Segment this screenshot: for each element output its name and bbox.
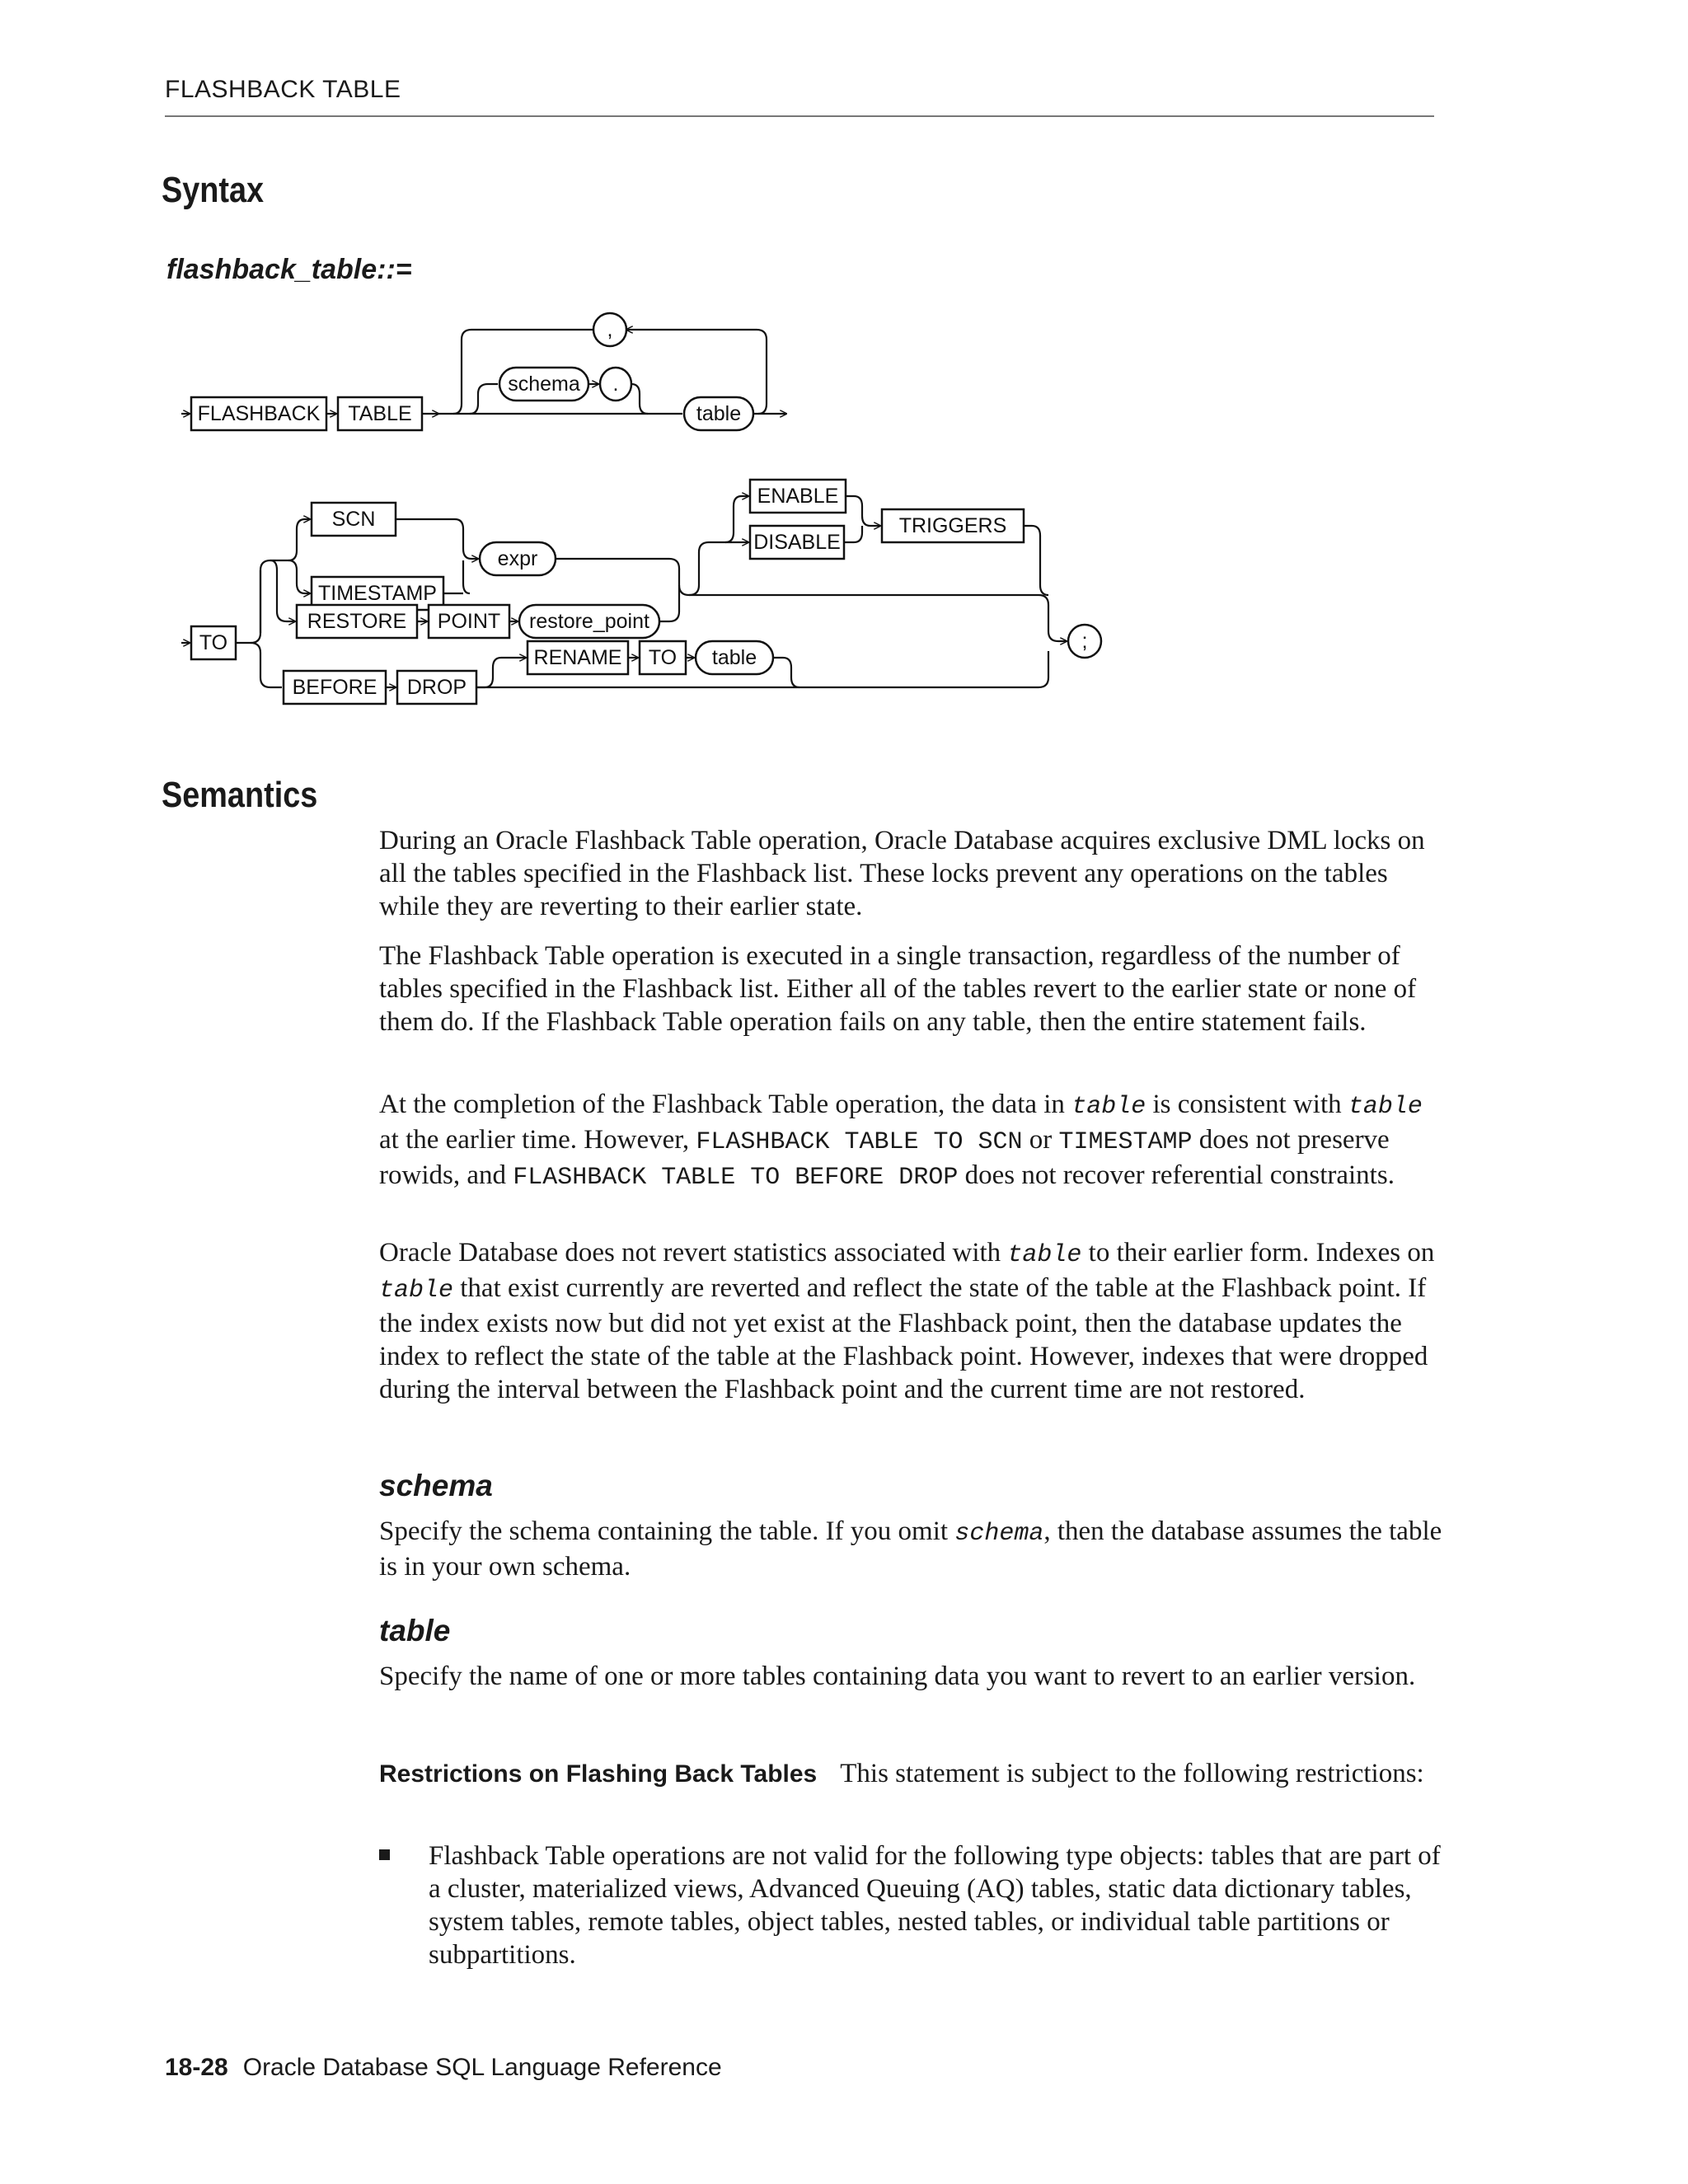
kw-disable bbox=[750, 526, 844, 559]
schema-subheading: schema bbox=[379, 1469, 493, 1502]
kw-to bbox=[191, 626, 236, 659]
kw-drop bbox=[397, 671, 476, 704]
text-run: or bbox=[1022, 1125, 1059, 1155]
svg-text:table: table bbox=[711, 646, 757, 669]
param-table bbox=[684, 397, 753, 430]
param-expr bbox=[480, 542, 556, 575]
syntax-railroad-diagram bbox=[165, 305, 1187, 742]
svg-text:DISABLE: DISABLE bbox=[753, 531, 841, 554]
expr-exit-line bbox=[556, 559, 679, 593]
disable-merge-line bbox=[844, 526, 862, 542]
square-bullet-icon bbox=[379, 1849, 390, 1860]
param-restore-point bbox=[519, 605, 659, 638]
page-number: 18-28 bbox=[165, 2054, 228, 2081]
page-footer bbox=[165, 2054, 722, 2082]
svg-text:BEFORE: BEFORE bbox=[292, 676, 377, 699]
svg-text:RESTORE: RESTORE bbox=[307, 610, 407, 633]
table-paragraph: Specify the name of one or more tables containing data you want to revert to an earlier version. bbox=[379, 1661, 1416, 1691]
svg-text:FLASHBACK: FLASHBACK bbox=[197, 402, 321, 425]
restore-exit-line bbox=[659, 593, 679, 621]
code-term: table bbox=[1348, 1093, 1423, 1121]
text-run: does not recover referential constraints. bbox=[958, 1160, 1395, 1190]
text-run: to their earlier form. Indexes on bbox=[1081, 1238, 1435, 1268]
svg-text:SCN: SCN bbox=[331, 508, 376, 531]
enable-merge-line bbox=[846, 496, 880, 526]
svg-text:table: table bbox=[696, 402, 742, 425]
semantics-paragraph: The Flashback Table operation is executed in a single transaction, regardless of the number of tables specified in the Flashback list. Either all of the tables revert to the earlier state or none of them do. If the Flashback Table operation fails on any table, then the entire statement fails. bbox=[379, 941, 1417, 1037]
svg-text:.: . bbox=[612, 373, 619, 396]
kw-rename-to bbox=[640, 641, 686, 674]
to-branch-line bbox=[251, 643, 282, 687]
restrictions-runin-heading: Restrictions on Flashing Back Tables bbox=[379, 1760, 818, 1788]
enable-branch-line bbox=[689, 542, 725, 595]
code-term: TIMESTAMP bbox=[1058, 1128, 1193, 1156]
schema-paragraph bbox=[379, 1515, 1442, 1583]
svg-text:ENABLE: ENABLE bbox=[757, 485, 839, 508]
timestamp-branch-line bbox=[288, 560, 310, 593]
text-run: Oracle Database does not revert statistics associated with bbox=[379, 1238, 1008, 1268]
semantics-paragraph: During an Oracle Flashback Table operation, Oracle Database acquires exclusive DML locks on all the tables specified in the Flashback list. These locks prevent any operations on the tables while they are reverting to their earlier state. bbox=[379, 826, 1425, 921]
syntax-heading: Syntax bbox=[162, 170, 265, 210]
kw-flashback bbox=[191, 397, 326, 430]
rename-exit-line bbox=[773, 658, 799, 687]
restore-branch-line bbox=[270, 560, 295, 621]
text-run: that exist currently are reverted and reflect the state of the table at the Flashback point. If the index exists now but did not yet exist at the Flashback point, then the database updates the index to reflect the state of the table at the Flashback point. However, indexes that were dropped during the interval between the Flashback point and the current time are not restored. bbox=[379, 1273, 1428, 1404]
text-run: does not preserve rowids, and bbox=[379, 1125, 1390, 1190]
svg-text:TIMESTAMP: TIMESTAMP bbox=[318, 582, 437, 605]
svg-text:;: ; bbox=[1081, 630, 1088, 653]
main-join-line bbox=[679, 585, 1067, 641]
table-subheading: table bbox=[379, 1614, 451, 1647]
kw-rename bbox=[528, 641, 628, 674]
semantics-paragraph bbox=[379, 1236, 1442, 1406]
code-term: FLASHBACK TABLE TO SCN bbox=[696, 1128, 1023, 1156]
svg-text:restore_point: restore_point bbox=[529, 610, 649, 633]
text-run: At the completion of the Flashback Table operation, the data in bbox=[379, 1090, 1072, 1119]
code-term: schema bbox=[954, 1520, 1044, 1548]
punct-semicolon bbox=[1068, 625, 1101, 658]
svg-text:expr: expr bbox=[497, 547, 538, 570]
code-term: table bbox=[1071, 1093, 1146, 1121]
bullet-text: Flashback Table operations are not valid for the following type objects: tables that are part of a cluster, materialized views, Advanced Queuing (AQ) tables, static data dictionary tables, system tables, remote tables, object tables, nested tables, or individual table partitions or subpartitions. bbox=[429, 1841, 1441, 1970]
punct-dot bbox=[600, 368, 631, 401]
restrictions-paragraph bbox=[379, 1757, 1442, 1791]
semantics-paragraph bbox=[379, 1088, 1442, 1194]
to-branch-line bbox=[251, 560, 288, 643]
svg-text:TABLE: TABLE bbox=[348, 402, 412, 425]
text-run: , then the database assumes the table is in your own schema. bbox=[379, 1516, 1442, 1582]
kw-point bbox=[429, 605, 509, 638]
svg-text:TO: TO bbox=[648, 646, 678, 669]
svg-text:TO: TO bbox=[199, 631, 228, 654]
timestamp-merge-line bbox=[463, 560, 470, 593]
svg-text:POINT: POINT bbox=[437, 610, 501, 633]
book-title: Oracle Database SQL Language Reference bbox=[242, 2054, 722, 2081]
text-run: This statement is subject to the following restrictions: bbox=[840, 1759, 1424, 1788]
enable-branch-line bbox=[725, 496, 748, 542]
kw-scn bbox=[312, 503, 396, 536]
svg-text:RENAME: RENAME bbox=[533, 646, 622, 669]
svg-text:DROP: DROP bbox=[406, 676, 467, 699]
kw-restore bbox=[297, 605, 417, 638]
text-run: Specify the schema containing the table. If you omit bbox=[379, 1516, 955, 1546]
schema-branch-line bbox=[631, 384, 648, 414]
svg-text:TRIGGERS: TRIGGERS bbox=[898, 514, 1007, 537]
svg-text:schema: schema bbox=[508, 373, 580, 396]
text-run: is consistent with bbox=[1146, 1090, 1348, 1119]
code-term: FLASHBACK TABLE TO BEFORE DROP bbox=[513, 1164, 959, 1192]
triggers-exit-line bbox=[1024, 526, 1048, 595]
kw-enable bbox=[750, 480, 846, 513]
running-header: FLASHBACK TABLE bbox=[165, 76, 401, 103]
scn-merge-line bbox=[396, 519, 478, 559]
text-run: at the earlier time. However, bbox=[379, 1125, 696, 1155]
schema-branch-line bbox=[470, 384, 498, 414]
param-rename-table bbox=[696, 641, 773, 674]
semantics-heading: Semantics bbox=[162, 775, 318, 815]
param-schema bbox=[499, 368, 588, 401]
kw-table bbox=[338, 397, 422, 430]
kw-triggers bbox=[882, 509, 1024, 542]
rename-branch-line bbox=[476, 658, 526, 687]
syntax-diagram-label: flashback_table::= bbox=[166, 254, 412, 285]
kw-before bbox=[284, 671, 386, 704]
code-term: table bbox=[1007, 1241, 1082, 1269]
code-term: table bbox=[379, 1277, 454, 1305]
header-rule bbox=[165, 115, 1434, 117]
punct-comma bbox=[593, 313, 626, 346]
svg-text:,: , bbox=[607, 318, 613, 341]
scn-branch-line bbox=[288, 519, 310, 560]
